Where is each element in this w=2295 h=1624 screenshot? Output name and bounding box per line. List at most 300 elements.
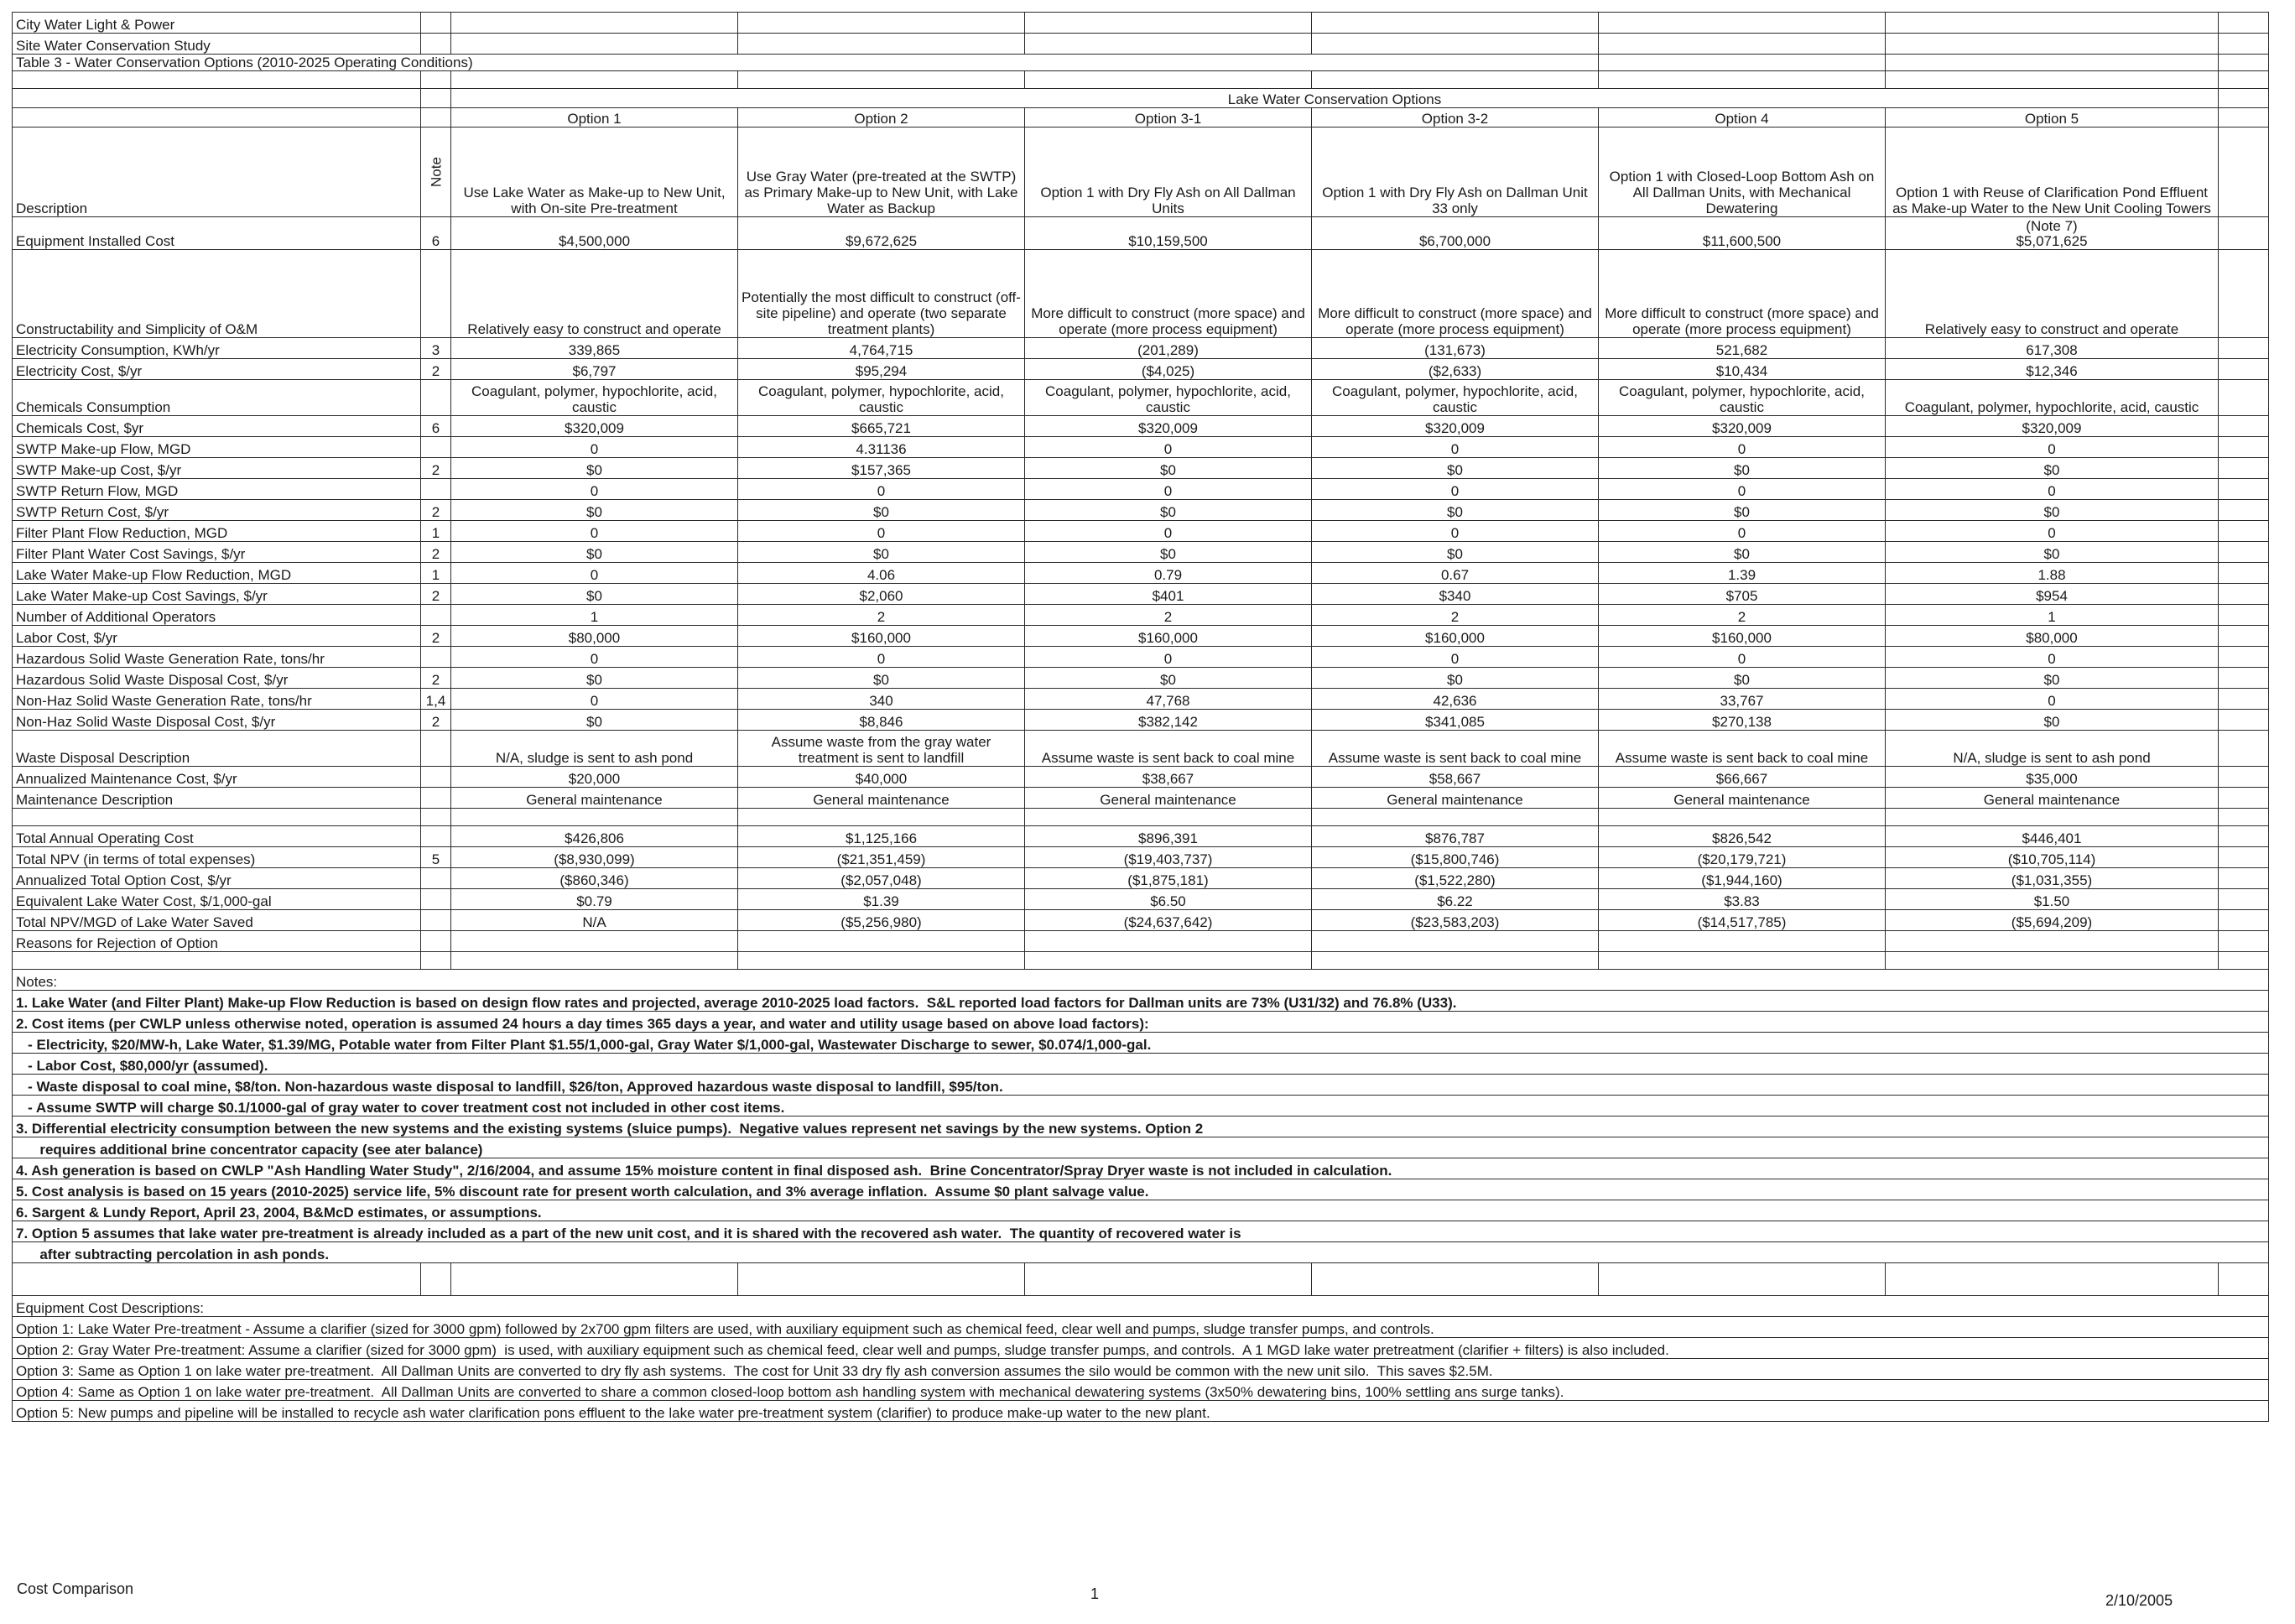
- row-note: [421, 731, 451, 767]
- table-row: [13, 889, 2269, 910]
- note-line: [13, 1054, 2269, 1075]
- table-row: [13, 479, 2269, 500]
- row-note: 2: [421, 359, 451, 380]
- row-value: $8,846: [738, 710, 1025, 731]
- equipment-desc-line-text: Option 1: Lake Water Pre-treatment - Assume a clarifier (sized for 3000 gpm) followed by 2x700 gpm filters are used, with auxiliary equipment such as chemical feed, clear well and pumps, sludge transfer pumps, and controls.: [13, 1317, 2269, 1338]
- row-value: $0: [451, 500, 738, 521]
- row-label: Constructability and Simplicity of O&M: [13, 250, 421, 338]
- row-note: [421, 826, 451, 847]
- row-value: $160,000: [1599, 626, 1886, 647]
- row-value: 0: [1886, 521, 2219, 542]
- table-title: Table 3 - Water Conservation Options (2010-2025 Operating Conditions): [13, 55, 1312, 71]
- row-value: 0: [738, 521, 1025, 542]
- row-label: SWTP Make-up Flow, MGD: [13, 437, 421, 458]
- row-value: $320,009: [1312, 416, 1599, 437]
- row-value: $160,000: [1025, 626, 1312, 647]
- row-value: ($23,583,203): [1312, 910, 1599, 931]
- row-value: $10,159,500: [1025, 217, 1312, 250]
- option-description: Option 1 with Reuse of Clarification Pond Effluent as Make-up Water to the New Unit Cooling Towers: [1886, 128, 2219, 217]
- row-value: $5,071,625: [2016, 233, 2088, 249]
- row-value: More difficult to construct (more space) and operate (more process equipment): [1312, 250, 1599, 338]
- row-value: General maintenance: [1599, 788, 1886, 809]
- row-value: $320,009: [451, 416, 738, 437]
- row-note: [421, 889, 451, 910]
- row-value: 4.31136: [738, 437, 1025, 458]
- note-line-text: 6. Sargent & Lundy Report, April 23, 2004, B&McD estimates, or assumptions.: [13, 1200, 2269, 1221]
- note-line-text: 4. Ash generation is based on CWLP "Ash Handling Water Study", 2/16/2004, and assume 15% moisture content in final disposed ash. Brine Concentrator/Spray Dryer waste is not included in calculation.: [13, 1158, 2269, 1179]
- option-description: Option 1 with Dry Fly Ash on Dallman Unit 33 only: [1312, 128, 1599, 217]
- table-row: [13, 542, 2269, 563]
- row-value: 4,764,715: [738, 338, 1025, 359]
- row-value: $0: [1312, 668, 1599, 689]
- equipment-desc-heading-text: Equipment Cost Descriptions:: [13, 1296, 2269, 1317]
- row-value: 0: [1599, 521, 1886, 542]
- group-header: Lake Water Conservation Options: [451, 89, 2219, 108]
- row-note: 2: [421, 626, 451, 647]
- row-label: Maintenance Description: [13, 788, 421, 809]
- note-line: [13, 991, 2269, 1012]
- row-label: Total Annual Operating Cost: [13, 826, 421, 847]
- row-value: 617,308: [1886, 338, 2219, 359]
- table-row: [13, 731, 2269, 767]
- note-line: [13, 1158, 2269, 1179]
- row-value: Potentially the most difficult to construct (off-site pipeline) and operate (two separate treatment plants): [738, 250, 1025, 338]
- row-value: 0: [451, 563, 738, 584]
- row-value: $320,009: [1886, 416, 2219, 437]
- row-label: Number of Additional Operators: [13, 605, 421, 626]
- row-value: $896,391: [1025, 826, 1312, 847]
- row-value: $0: [1025, 668, 1312, 689]
- row-value: General maintenance: [1312, 788, 1599, 809]
- table-row: [13, 626, 2269, 647]
- equipment-desc-line-text: Option 3: Same as Option 1 on lake water pre-treatment. All Dallman Units are converted to dry fly ash systems. The cost for Unit 33 dry fly ash conversion assumes the silo would be common with the new unit silo. This saves $2.5M.: [13, 1359, 2269, 1380]
- row-value: 0: [1025, 521, 1312, 542]
- row-value: ($5,694,209): [1886, 910, 2219, 931]
- row-value: ($1,522,280): [1312, 868, 1599, 889]
- row-value: General maintenance: [738, 788, 1025, 809]
- row-note: 6: [421, 416, 451, 437]
- equipment-desc-line-text: Option 4: Same as Option 1 on lake water pre-treatment. All Dallman Units are converted to share a common closed-loop bottom ash handling system with mechanical dewatering systems (3x50% dewatering bins, 100% settling ans surge tanks).: [13, 1380, 2269, 1401]
- row-value: 1: [1886, 605, 2219, 626]
- row-note: 1: [421, 563, 451, 584]
- row-note: [421, 479, 451, 500]
- row-value: 339,865: [451, 338, 738, 359]
- row-value: $160,000: [738, 626, 1025, 647]
- row-value: N/A, sludge is sent to ash pond: [1886, 731, 2219, 767]
- row-label: SWTP Make-up Cost, $/yr: [13, 458, 421, 479]
- row-value: 0: [451, 437, 738, 458]
- table-row: [13, 826, 2269, 847]
- row-value: $0: [1599, 458, 1886, 479]
- row-note: [421, 868, 451, 889]
- row-note: 1: [421, 521, 451, 542]
- row-note: 3: [421, 338, 451, 359]
- table-row: [13, 847, 2269, 868]
- row-value: ($860,346): [451, 868, 738, 889]
- row-value: 0: [1312, 647, 1599, 668]
- table-row: [13, 563, 2269, 584]
- row-value: Assume waste is sent back to coal mine: [1025, 731, 1312, 767]
- row-value: 0: [1312, 479, 1599, 500]
- row-value: Coagulant, polymer, hypochlorite, acid, caustic: [1025, 380, 1312, 416]
- row-value: $826,542: [1599, 826, 1886, 847]
- table-row: [13, 250, 2269, 338]
- table-row: [13, 647, 2269, 668]
- row-value: ($20,179,721): [1599, 847, 1886, 868]
- row-value: $11,600,500: [1599, 217, 1886, 250]
- table-row: [13, 689, 2269, 710]
- row-label: Equipment Installed Cost: [13, 217, 421, 250]
- row-label: Filter Plant Flow Reduction, MGD: [13, 521, 421, 542]
- row-note: [421, 605, 451, 626]
- note-line-text: requires additional brine concentrator capacity (see ater balance): [13, 1137, 2269, 1158]
- row-label: Lake Water Make-up Flow Reduction, MGD: [13, 563, 421, 584]
- row-value: $705: [1599, 584, 1886, 605]
- row-value: $35,000: [1886, 767, 2219, 788]
- row-value: 2: [738, 605, 1025, 626]
- row-value: 340: [738, 689, 1025, 710]
- row-label: SWTP Return Flow, MGD: [13, 479, 421, 500]
- row-value: $0: [1312, 458, 1599, 479]
- row-value: General maintenance: [1886, 788, 2219, 809]
- row-value: $320,009: [1025, 416, 1312, 437]
- row-label: Non-Haz Solid Waste Disposal Cost, $/yr: [13, 710, 421, 731]
- row-value: $1.39: [738, 889, 1025, 910]
- table-row: [13, 380, 2269, 416]
- row-value: $0: [1312, 500, 1599, 521]
- row-value: Coagulant, polymer, hypochlorite, acid, caustic: [738, 380, 1025, 416]
- row-value: $10,434: [1599, 359, 1886, 380]
- row-value: $382,142: [1025, 710, 1312, 731]
- row-value: (131,673): [1312, 338, 1599, 359]
- row-note: [421, 910, 451, 931]
- row-value: 521,682: [1599, 338, 1886, 359]
- row-value: ($2,633): [1312, 359, 1599, 380]
- table-row: [13, 767, 2269, 788]
- row-value: [451, 931, 738, 952]
- row-label: Hazardous Solid Waste Disposal Cost, $/yr: [13, 668, 421, 689]
- table-row: [13, 868, 2269, 889]
- row-note: [421, 767, 451, 788]
- conservation-table: [12, 12, 2269, 1422]
- row-label: Electricity Consumption, KWh/yr: [13, 338, 421, 359]
- table-row: [13, 359, 2269, 380]
- row-value: [738, 931, 1025, 952]
- equipment-desc-line: [13, 1317, 2269, 1338]
- footer-date: 2/10/2005: [2105, 1592, 2173, 1609]
- footer-sheet-name: Cost Comparison: [17, 1580, 134, 1597]
- row-value: ($24,637,642): [1025, 910, 1312, 931]
- row-value: $0: [738, 500, 1025, 521]
- row-value: Coagulant, polymer, hypochlorite, acid, caustic: [451, 380, 738, 416]
- equipment-desc-line: [13, 1380, 2269, 1401]
- option-description: Option 1 with Dry Fly Ash on All Dallman Units: [1025, 128, 1312, 217]
- row-value: $0: [1886, 668, 2219, 689]
- description-label: Description: [13, 128, 421, 217]
- note-line-text: 3. Differential electricity consumption between the new systems and the existing systems (sluice pumps). Negative values represent net savings by the new systems. Option 2: [13, 1116, 2269, 1137]
- row-label: Waste Disposal Description: [13, 731, 421, 767]
- row-value: 47,768: [1025, 689, 1312, 710]
- row-value: $1.50: [1886, 889, 2219, 910]
- row-value: $876,787: [1312, 826, 1599, 847]
- note-line-text: - Electricity, $20/MW-h, Lake Water, $1.39/MG, Potable water from Filter Plant $1.55/1,000-gal, Gray Water $/1,000-gal, Wastewater Discharge to sewer, $0.074/1,000-gal.: [13, 1033, 2269, 1054]
- table-row: [13, 437, 2269, 458]
- notes-heading-text: Notes:: [13, 970, 2269, 991]
- row-value: $157,365: [738, 458, 1025, 479]
- note-line-text: 7. Option 5 assumes that lake water pre-treatment is already included as a part of the new unit cost, and it is shared with the recovered ash water. The quantity of recovered water is: [13, 1221, 2269, 1242]
- note-line: [13, 1116, 2269, 1137]
- row-value: $320,009: [1599, 416, 1886, 437]
- row-value: 4.06: [738, 563, 1025, 584]
- option-name: Option 3-2: [1312, 108, 1599, 128]
- row-value: (201,289): [1025, 338, 1312, 359]
- row-value: General maintenance: [451, 788, 738, 809]
- note-line: [13, 1179, 2269, 1200]
- row-value: $66,667: [1599, 767, 1886, 788]
- row-value: 1: [451, 605, 738, 626]
- row-value: $1,125,166: [738, 826, 1025, 847]
- row-value: 0: [1886, 437, 2219, 458]
- row-label: Total NPV (in terms of total expenses): [13, 847, 421, 868]
- row-value: $6,797: [451, 359, 738, 380]
- row-value: ($2,057,048): [738, 868, 1025, 889]
- row-value: $0: [1312, 542, 1599, 563]
- option-description: Option 1 with Closed-Loop Bottom Ash on All Dallman Units, with Mechanical Dewatering: [1599, 128, 1886, 217]
- row-value: N/A: [451, 910, 738, 931]
- row-value: 0: [1025, 437, 1312, 458]
- note-line-text: 2. Cost items (per CWLP unless otherwise noted, operation is assumed 24 hours a day times 365 days a year, and water and utility usage based on above load factors):: [13, 1012, 2269, 1033]
- row-value: 0.79: [1025, 563, 1312, 584]
- row-value: ($1,875,181): [1025, 868, 1312, 889]
- row-value: $6.50: [1025, 889, 1312, 910]
- row-value: 0: [1312, 437, 1599, 458]
- row-note: [421, 250, 451, 338]
- row-value: Coagulant, polymer, hypochlorite, acid, caustic: [1599, 380, 1886, 416]
- option-description: Use Gray Water (pre-treated at the SWTP) as Primary Make-up to New Unit, with Lake Water as Backup: [738, 128, 1025, 217]
- table-row: [13, 910, 2269, 931]
- footer-page-number: 1: [1090, 1585, 1100, 1602]
- row-value: ($14,517,785): [1599, 910, 1886, 931]
- row-value: $0: [1886, 458, 2219, 479]
- row-value: [1886, 931, 2219, 952]
- table-row: [13, 584, 2269, 605]
- table-row: [13, 668, 2269, 689]
- row-value: $20,000: [451, 767, 738, 788]
- row-value: 0: [1886, 689, 2219, 710]
- org-name: City Water Light & Power: [13, 13, 421, 34]
- table-row: [13, 710, 2269, 731]
- row-note: 2: [421, 668, 451, 689]
- row-value: $426,806: [451, 826, 738, 847]
- row-label: Equivalent Lake Water Cost, $/1,000-gal: [13, 889, 421, 910]
- row-value: $0: [451, 584, 738, 605]
- row-value: $40,000: [738, 767, 1025, 788]
- row-value: Relatively easy to construct and operate: [1886, 250, 2219, 338]
- row-note: 1,4: [421, 689, 451, 710]
- row-note: 5: [421, 847, 451, 868]
- row-value: 0: [1599, 647, 1886, 668]
- row-value: General maintenance: [1025, 788, 1312, 809]
- row-value: [1886, 217, 2219, 250]
- row-value: $160,000: [1312, 626, 1599, 647]
- table-row: [13, 338, 2269, 359]
- note-line: [13, 1033, 2269, 1054]
- option-name: Option 3-1: [1025, 108, 1312, 128]
- row-value: $0: [1886, 542, 2219, 563]
- row-note: [421, 380, 451, 416]
- row-value: $270,138: [1599, 710, 1886, 731]
- row-value: ($10,705,114): [1886, 847, 2219, 868]
- note-7-reference: (Note 7): [2026, 218, 2078, 234]
- table-row: [13, 217, 2269, 250]
- study-name: Site Water Conservation Study: [13, 34, 421, 55]
- row-value: $0: [451, 458, 738, 479]
- row-value: $58,667: [1312, 767, 1599, 788]
- spreadsheet: [12, 12, 2268, 1422]
- row-value: Assume waste from the gray water treatment is sent to landfill: [738, 731, 1025, 767]
- row-value: Coagulant, polymer, hypochlorite, acid, caustic: [1312, 380, 1599, 416]
- row-value: $38,667: [1025, 767, 1312, 788]
- row-value: $446,401: [1886, 826, 2219, 847]
- row-value: 0: [1312, 521, 1599, 542]
- row-note: [421, 437, 451, 458]
- row-value: $80,000: [451, 626, 738, 647]
- equipment-desc-heading: [13, 1296, 2269, 1317]
- table-row: [13, 500, 2269, 521]
- row-value: $9,672,625: [738, 217, 1025, 250]
- row-note: 2: [421, 584, 451, 605]
- row-value: $341,085: [1312, 710, 1599, 731]
- row-value: $0: [1025, 542, 1312, 563]
- equipment-desc-line: [13, 1401, 2269, 1422]
- row-label: Non-Haz Solid Waste Generation Rate, tons/hr: [13, 689, 421, 710]
- row-label: Chemicals Cost, $yr: [13, 416, 421, 437]
- row-value: 0: [1886, 647, 2219, 668]
- row-note: [421, 788, 451, 809]
- row-value: 0: [451, 647, 738, 668]
- row-value: $401: [1025, 584, 1312, 605]
- row-value: $0: [451, 710, 738, 731]
- note-line: [13, 1096, 2269, 1116]
- row-value: $0: [1599, 542, 1886, 563]
- equipment-desc-line-text: Option 5: New pumps and pipeline will be installed to recycle ash water clarification pons effluent to the lake water pre-treatment system (clarifier) to produce make-up water to the new plant.: [13, 1401, 2269, 1422]
- option-name: Option 5: [1886, 108, 2219, 128]
- row-value: $2,060: [738, 584, 1025, 605]
- row-label: Hazardous Solid Waste Generation Rate, tons/hr: [13, 647, 421, 668]
- row-value: 42,636: [1312, 689, 1599, 710]
- row-value: 2: [1599, 605, 1886, 626]
- row-value: 33,767: [1599, 689, 1886, 710]
- row-value: $0: [738, 668, 1025, 689]
- option-description: Use Lake Water as Make-up to New Unit, with On-site Pre-treatment: [451, 128, 738, 217]
- row-value: 0: [738, 647, 1025, 668]
- notes-heading: [13, 970, 2269, 991]
- equipment-desc-line: [13, 1359, 2269, 1380]
- note-line: [13, 1137, 2269, 1158]
- note-line-text: after subtracting percolation in ash ponds.: [13, 1242, 2269, 1263]
- row-value: $340: [1312, 584, 1599, 605]
- table-row: [13, 458, 2269, 479]
- row-label: Labor Cost, $/yr: [13, 626, 421, 647]
- row-value: 1.88: [1886, 563, 2219, 584]
- row-value: $12,346: [1886, 359, 2219, 380]
- row-label: Electricity Cost, $/yr: [13, 359, 421, 380]
- row-value: $0: [1025, 458, 1312, 479]
- note-line: [13, 1221, 2269, 1242]
- row-label: Annualized Total Option Cost, $/yr: [13, 868, 421, 889]
- row-value: $954: [1886, 584, 2219, 605]
- row-label: Filter Plant Water Cost Savings, $/yr: [13, 542, 421, 563]
- row-value: $0: [1886, 710, 2219, 731]
- row-value: 2: [1312, 605, 1599, 626]
- note-line-text: - Labor Cost, $80,000/yr (assumed).: [13, 1054, 2269, 1075]
- note-column-header: Note: [421, 128, 451, 217]
- row-value: More difficult to construct (more space) and operate (more process equipment): [1025, 250, 1312, 338]
- row-note: 2: [421, 710, 451, 731]
- option-name: Option 4: [1599, 108, 1886, 128]
- row-note: 2: [421, 500, 451, 521]
- row-value: $4,500,000: [451, 217, 738, 250]
- row-label: Lake Water Make-up Cost Savings, $/yr: [13, 584, 421, 605]
- row-value: 0: [451, 521, 738, 542]
- row-value: ($15,800,746): [1312, 847, 1599, 868]
- row-value: $0: [451, 668, 738, 689]
- row-value: 0: [451, 479, 738, 500]
- row-label: Chemicals Consumption: [13, 380, 421, 416]
- row-value: N/A, sludge is sent to ash pond: [451, 731, 738, 767]
- row-value: $665,721: [738, 416, 1025, 437]
- row-value: ($21,351,459): [738, 847, 1025, 868]
- row-value: 0: [1025, 647, 1312, 668]
- note-line-text: - Waste disposal to coal mine, $8/ton. Non-hazardous waste disposal to landfill, $26/ton, Approved hazardous waste disposal to landfill, $95/ton.: [13, 1075, 2269, 1096]
- row-value: $6.22: [1312, 889, 1599, 910]
- row-value: [1312, 931, 1599, 952]
- row-note: 2: [421, 458, 451, 479]
- row-value: 0.67: [1312, 563, 1599, 584]
- note-line: [13, 1012, 2269, 1033]
- row-value: [1599, 931, 1886, 952]
- row-note: [421, 931, 451, 952]
- note-line-text: 1. Lake Water (and Filter Plant) Make-up Flow Reduction is based on design flow rates and projected, average 2010-2025 load factors. S&L reported load factors for Dallman units are 73% (U31/32) and 76.8% (U33).: [13, 991, 2269, 1012]
- option-name: Option 1: [451, 108, 738, 128]
- row-value: ($19,403,737): [1025, 847, 1312, 868]
- table-row: [13, 521, 2269, 542]
- row-value: 0: [1886, 479, 2219, 500]
- table-row: [13, 605, 2269, 626]
- row-value: $0: [1886, 500, 2219, 521]
- equipment-desc-line: [13, 1338, 2269, 1359]
- row-value: More difficult to construct (more space) and operate (more process equipment): [1599, 250, 1886, 338]
- row-value: ($4,025): [1025, 359, 1312, 380]
- row-label: Annualized Maintenance Cost, $/yr: [13, 767, 421, 788]
- row-value: $3.83: [1599, 889, 1886, 910]
- row-value: Relatively easy to construct and operate: [451, 250, 738, 338]
- option-name: Option 2: [738, 108, 1025, 128]
- row-value: 0: [451, 689, 738, 710]
- row-value: ($5,256,980): [738, 910, 1025, 931]
- note-line: [13, 1200, 2269, 1221]
- table-row: [13, 788, 2269, 809]
- row-value: $6,700,000: [1312, 217, 1599, 250]
- note-line: [13, 1242, 2269, 1263]
- row-value: 0: [1599, 437, 1886, 458]
- row-value: 0: [738, 479, 1025, 500]
- equipment-desc-line-text: Option 2: Gray Water Pre-treatment: Assume a clarifier (sized for 3000 gpm) is used, with auxiliary equipment such as chemical feed, clear well and pumps, sludge transfer pumps, and controls. A 1 MGD lake water pretreatment (clarifier + filters) is also included.: [13, 1338, 2269, 1359]
- row-value: $0: [451, 542, 738, 563]
- table-row: [13, 931, 2269, 952]
- row-value: ($1,944,160): [1599, 868, 1886, 889]
- row-value: $0.79: [451, 889, 738, 910]
